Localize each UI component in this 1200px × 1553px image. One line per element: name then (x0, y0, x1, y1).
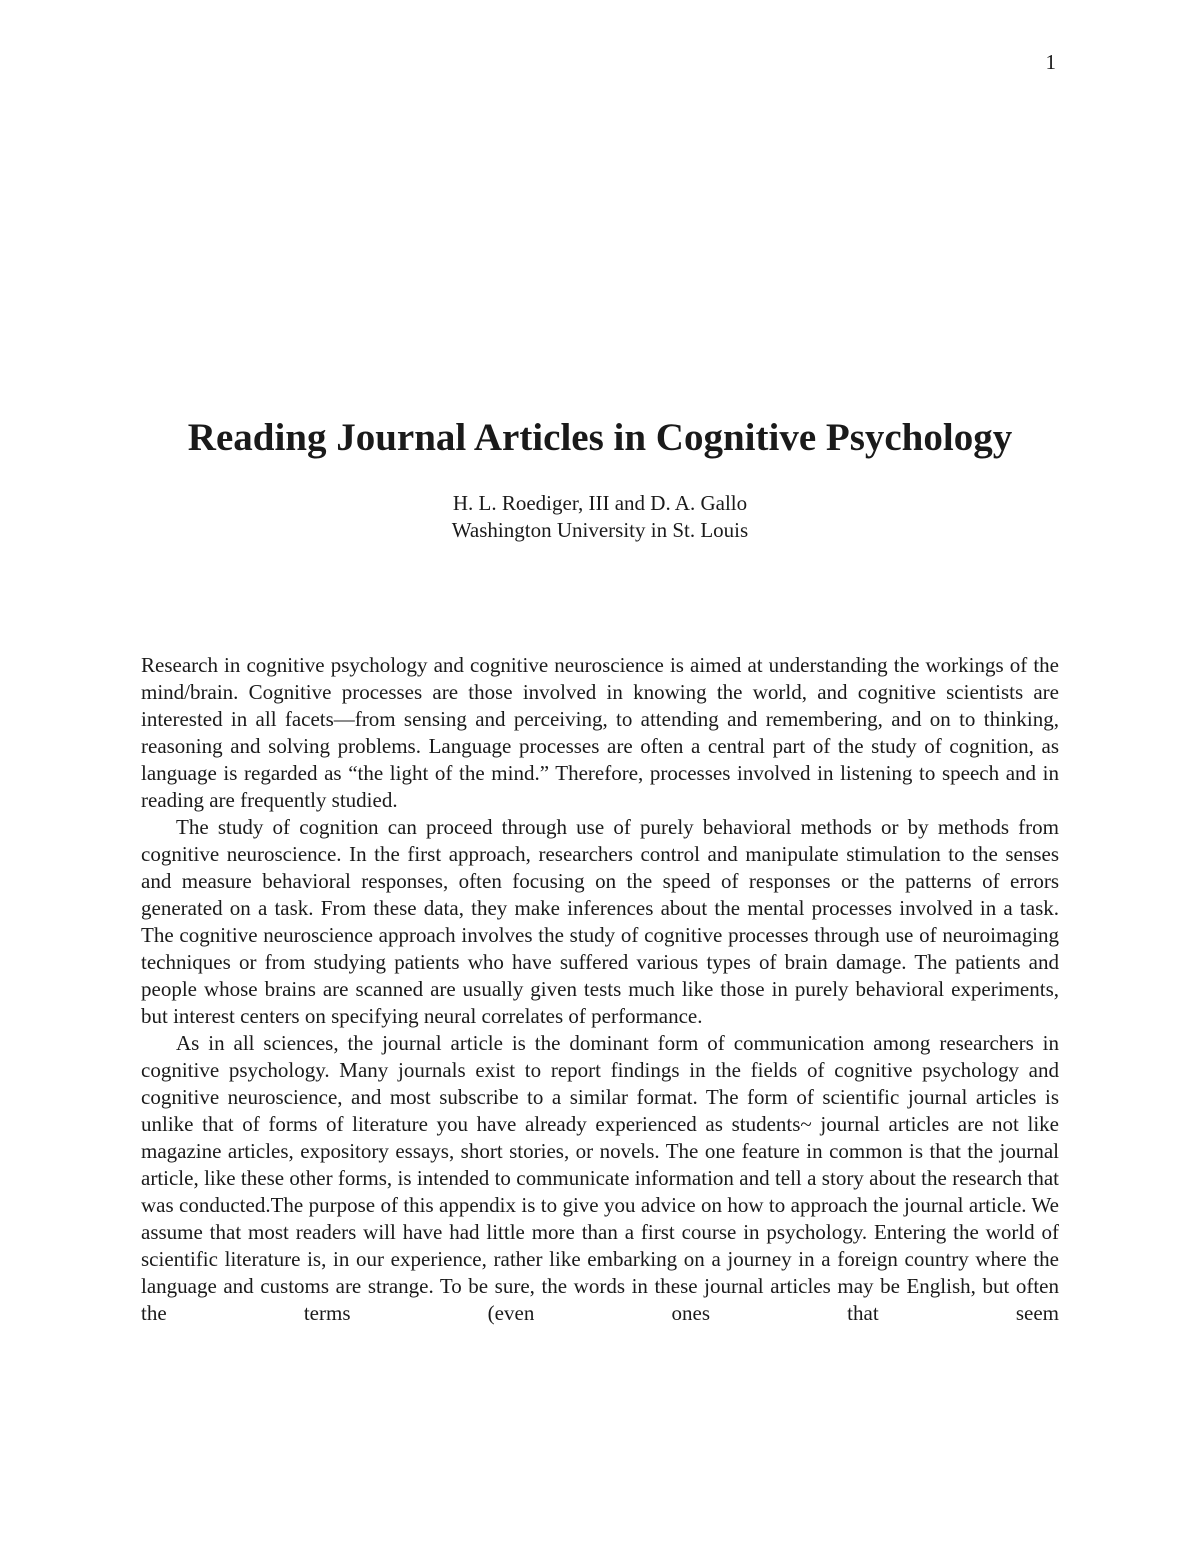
paragraph-3: As in all sciences, the journal article is the dominant form of communication among researchers in cognitive psychology. Many journals exist to report findings in the fields of cognitive psychology and cognitive neuroscience, and most subscribe to a similar format. The form of scientific journal articles is unlike that of forms of literature you have already experienced as students~ journal articles are not like magazine articles, expository essays, short stories, or novels. The one feature in common is that the journal article, like these other forms, is intended to communicate information and tell a story about the research that was conducted.The purpose of this appendix is to give you advice on how to approach the journal article. We assume that most readers will have had little more than a first course in psychology. Entering the world of scientific literature is, in our experience, rather like embarking on a journey in a foreign country where the language and customs are strange. To be sure, the words in these journal articles may be English, but often the terms (even ones that seem (141, 1031, 1059, 1325)
page-number: 1 (1045, 50, 1056, 74)
paragraph-2: The study of cognition can proceed through use of purely behavioral methods or by methods from cognitive neuroscience. In the first approach, researchers control and manipulate stimulation to the senses and measure behavioral responses, often focusing on the speed of responses or the patterns of errors generated on a task. From these data, they make inferences about the mental processes involved in a task. The cognitive neuroscience approach involves the study of cognitive processes through use of neuroimaging techniques or from studying patients who have suffered various types of brain damage. The patients and people whose brains are scanned are usually given tests much like those in purely behavioral experiments, but interest centers on specifying neural correlates of performance. (141, 815, 1059, 1028)
document-title: Reading Journal Articles in Cognitive Psychology (187, 416, 1013, 459)
byline (0, 490, 1200, 544)
body-text (141, 652, 1059, 1327)
affiliation: Washington University in St. Louis (451, 518, 749, 542)
authors: H. L. Roediger, III and D. A. Gallo (452, 491, 748, 515)
paragraph-1: Research in cognitive psychology and cognitive neuroscience is aimed at understanding the workings of the mind/brain. Cognitive processes are those involved in knowing the world, and cognitive scientists are interested in all facets—from sensing and perceiving, to attending and remembering, and on to thinking, reasoning and solving problems. Language processes are often a central part of the study of cognition, as language is regarded as “the light of the mind.” Therefore, processes involved in listening to speech and in reading are frequently studied. (141, 653, 1059, 812)
